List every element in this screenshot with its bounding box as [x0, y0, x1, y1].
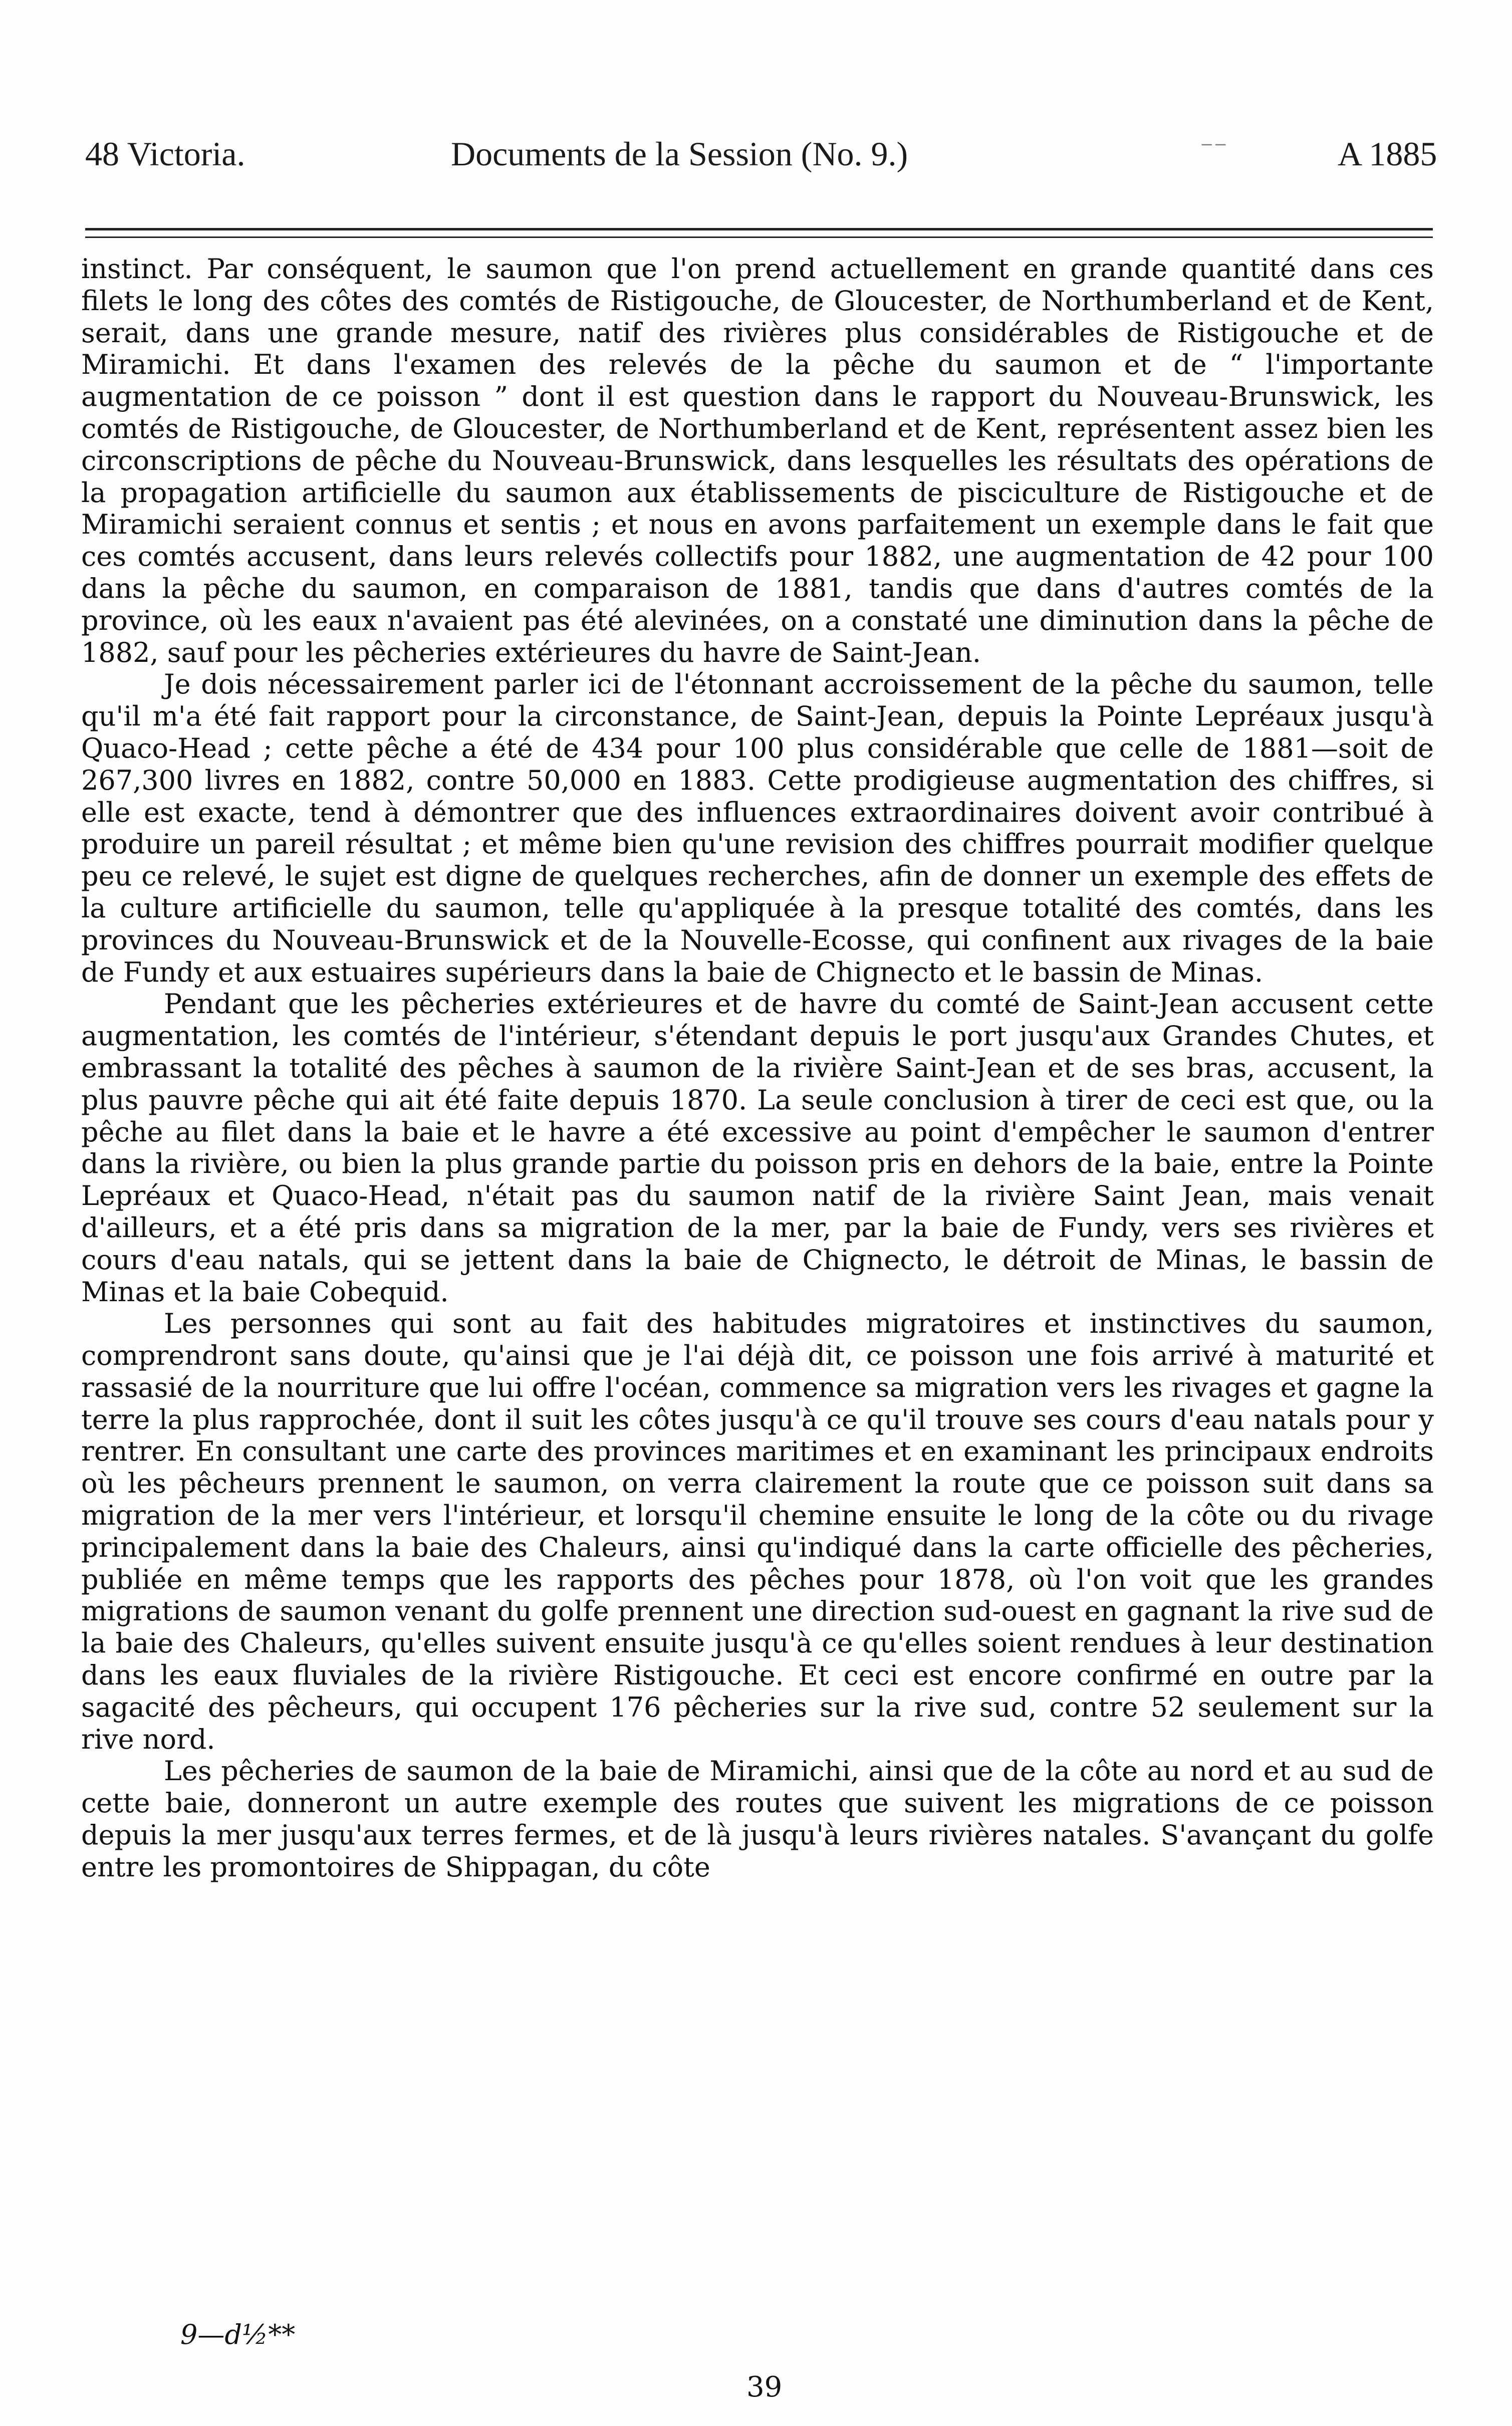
page-number: 39 [746, 2371, 783, 2403]
header-left: 48 Victoria. [85, 135, 245, 173]
paragraph-4: Les personnes qui sont au fait des habitudes migratoires et instinctives du saumon, comprendront sans doute, qu'ainsi que je l'ai déjà dit, ce poisson une fois arrivé à maturité et rassasié de la nourriture que lui offre l'océan, commence sa migration vers les rivages et gagne la terre la plus rapprochée, dont il suit les côtes jusqu'à ce qu'il trouve ses cours d'eau natals pour y rentrer. En consultant une carte des provinces maritimes et en examinant les principaux endroits où les pêcheurs prennent le saumon, on verra clairement la route que ce poisson suit dans sa migration de la mer vers l'intérieur, et lorsqu'il chemine ensuite le long de la côte ou du rivage principalement dans la baie des Chaleurs, ainsi qu'indiqué dans la carte officielle des pêcheries, publiée en même temps que les rapports des pêches pour 1878, où l'on voit que les grandes migrations de saumon venant du golfe prennent une direction sud-ouest en gagnant la rive sud de la baie des Chaleurs, qu'elles suivent ensuite jusqu'à ce qu'elles soient rendues à leur destination dans les eaux fluviales de la rivière Ristigouche. Et ceci est encore confirmé en outre par la sagacité des pêcheurs, qui occupent 176 pêcheries sur la rive sud, contre 52 seulement sur la rive nord. [81, 1308, 1434, 1755]
paragraph-5: Les pêcheries de saumon de la baie de Miramichi, ainsi que de la côte au nord et au sud de cette baie, donneront un autre exemple des routes que suivent les migrations de ce poisson depuis la mer jusqu'aux terres fermes, et de là jusqu'à leurs rivières natales. S'avançant du golfe entre les promontoires de Shippagan, du côte [81, 1755, 1434, 1883]
header-right: A 1885 [1338, 135, 1437, 173]
header-smudge-mark: ⁻⁻ [1200, 135, 1227, 164]
body-text [81, 253, 1434, 1883]
paragraph-2: Je dois nécessairement parler ici de l'étonnant accroissement de la pêche du saumon, telle qu'il m'a été fait rapport pour la circonstance, de Saint-Jean, depuis la Pointe Lepréaux jusqu'à Quaco-Head ; cette pêche a été de 434 pour 100 plus considérable que celle de 1881—soit de 267,300 livres en 1882, contre 50,000 en 1883. Cette prodigieuse augmentation des chiffres, si elle est exacte, tend à démontrer que des influences extraordinaires doivent avoir contribué à produire un pareil résultat ; et même bien qu'une revision des chiffres pourrait modifier quelque peu ce relevé, le sujet est digne de quelques recherches, afin de donner un exemple des effets de la culture artificielle du saumon, telle qu'appliquée à la presque totalité des comtés, dans les provinces du Nouveau-Brunswick et de la Nouvelle-Ecosse, qui confinent aux rivages de la baie de Fundy et aux estuaires supérieurs dans la baie de Chignecto et le bassin de Minas. [81, 668, 1434, 988]
paragraph-1: instinct. Par conséquent, le saumon que l'on prend actuellement en grande quantité dans ces filets le long des côtes des comtés de Ristigouche, de Gloucester, de Northumberland et de Kent, serait, dans une grande mesure, natif des rivières plus considérables de Ristigouche et de Miramichi. Et dans l'examen des relevés de la pêche du saumon et de “ l'importante augmentation de ce poisson ” dont il est question dans le rapport du Nouveau-Brunswick, les comtés de Ristigouche, de Gloucester, de Northumberland et de Kent, représentent assez bien les circonscriptions de pêche du Nouveau-Brunswick, dans lesquelles les résultats des opérations de la propagation artificielle du saumon aux établissements de pisciculture de Ristigouche et de Miramichi seraient connus et sentis ; et nous en avons parfaitement un exemple dans le fait que ces comtés accusent, dans leurs relevés collectifs pour 1882, une augmentation de 42 pour 100 dans la pêche du saumon, en comparaison de 1881, tandis que dans d'autres comtés de la province, où les eaux n'avaient pas été alevinées, on a constaté une diminution dans la pêche de 1882, sauf pour les pêcheries extérieures du havre de Saint-Jean. [81, 253, 1434, 668]
header-rule-thin [85, 236, 1433, 238]
running-header [85, 134, 1437, 179]
printer-signature-mark: 9—d½** [180, 2319, 296, 2350]
paragraph-3: Pendant que les pêcheries extérieures et de havre du comté de Saint-Jean accusent cette augmentation, les comtés de l'intérieur, s'étendant depuis le port jusqu'aux Grandes Chutes, et embrassant la totalité des pêches à saumon de la rivière Saint-Jean et de ses bras, accusent, la plus pauvre pêche qui ait été faite depuis 1870. La seule conclusion à tirer de ceci est que, ou la pêche au filet dans la baie et le havre a été excessive au point d'empêcher le saumon d'entrer dans la rivière, ou bien la plus grande partie du poisson pris en dehors de la baie, entre la Pointe Lepréaux et Quaco-Head, n'était pas du saumon natif de la rivière Saint Jean, mais venait d'ailleurs, et a été pris dans sa migration de la mer, par la baie de Fundy, vers ses rivières et cours d'eau natals, qui se jettent dans la baie de Chignecto, le détroit de Minas, le bassin de Minas et la baie Cobequid. [81, 988, 1434, 1308]
header-rule-thick [85, 228, 1433, 230]
header-title: Documents de la Session (No. 9.) [451, 135, 908, 173]
